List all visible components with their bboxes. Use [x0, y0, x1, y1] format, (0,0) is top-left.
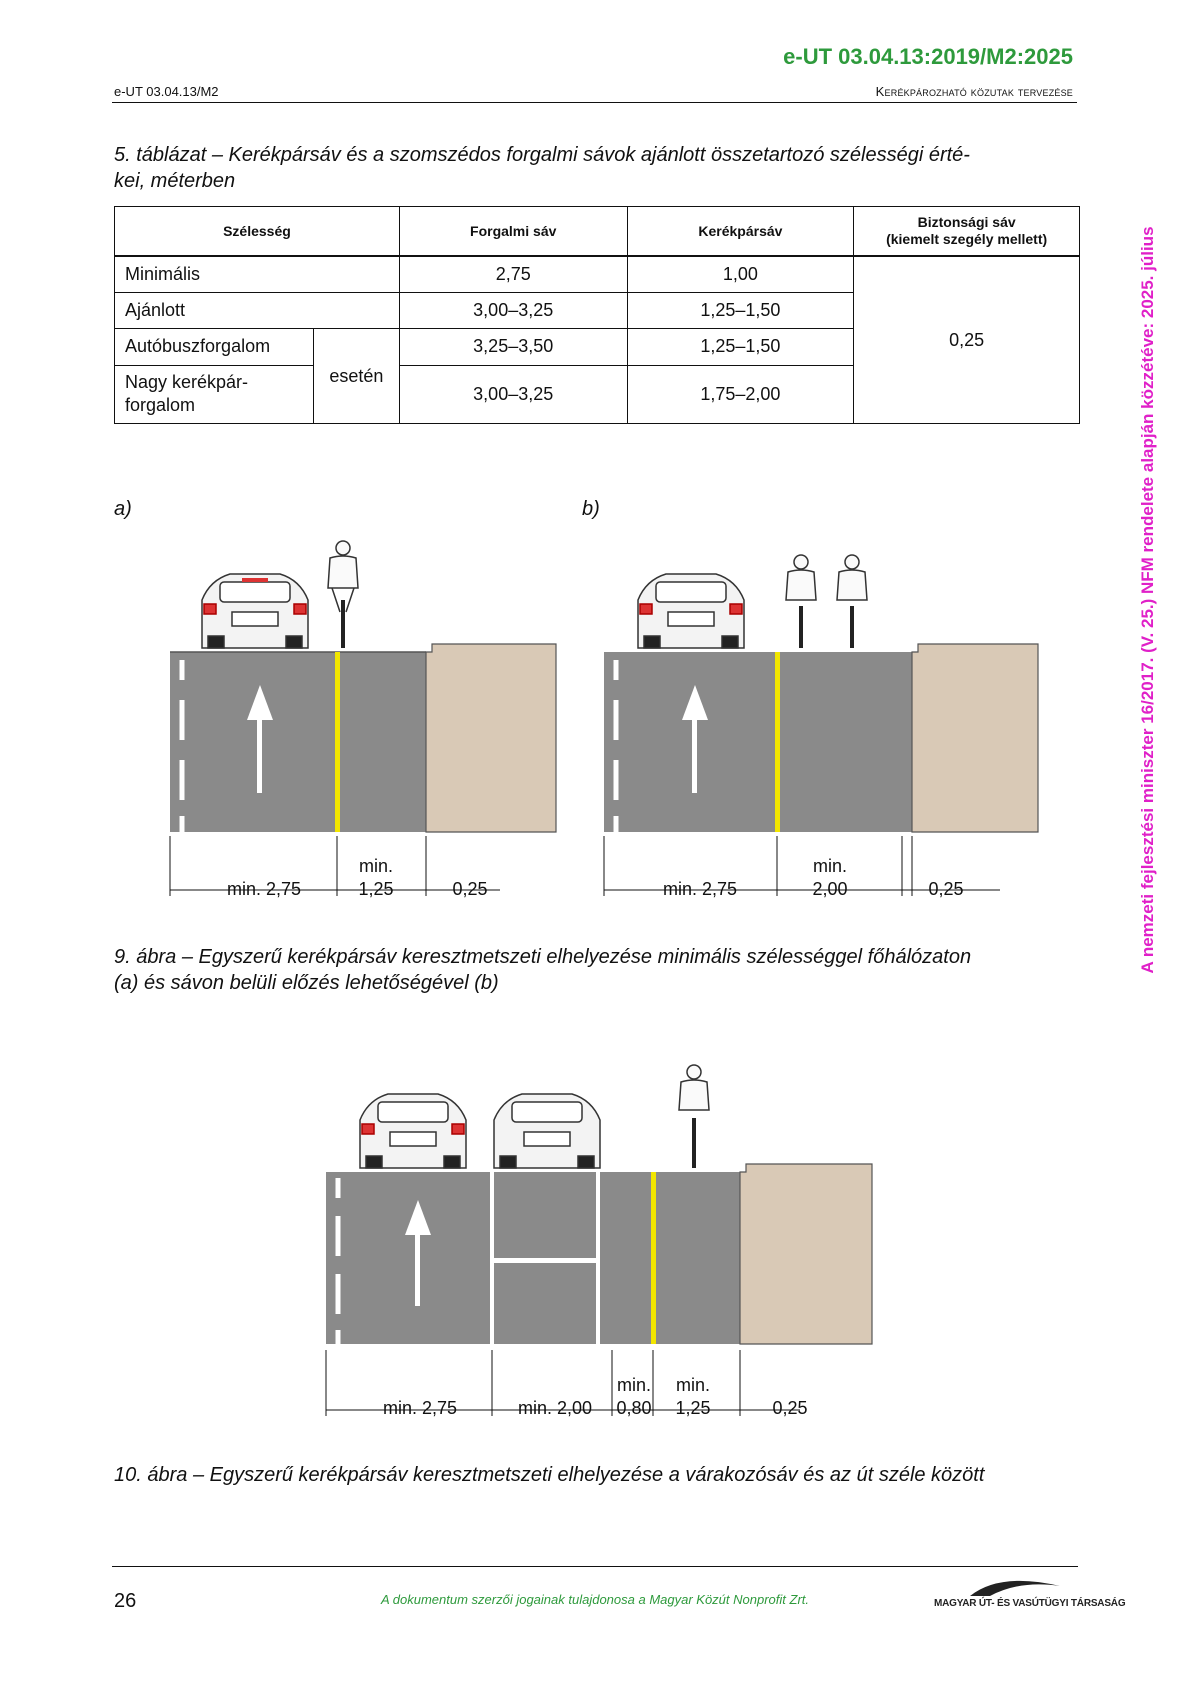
header-traffic-lane: Forgalmi sáv: [399, 207, 627, 257]
dim-10-bike-min: min.: [675, 1375, 710, 1395]
dim-b-lane: min. 2,75: [662, 879, 738, 899]
asphalt-surface: [170, 652, 426, 832]
cyclist-icon: [786, 555, 816, 648]
dim-a-lane: min. 2,75: [226, 879, 302, 899]
header-left: e-UT 03.04.13/M2: [114, 84, 219, 99]
copyright-notice: A dokumentum szerzői jogainak tulajdonosa a Magyar Közút Nonprofit Zrt.: [380, 1592, 809, 1607]
row-traffic: 3,25–3,50: [399, 329, 627, 365]
cyclist-icon: [679, 1065, 709, 1168]
company-logo-text: MAGYAR ÚT- ÉS VASÚTÜGYI TÁRSASÁG: [934, 1598, 1126, 1609]
bike-lane-line: [335, 652, 340, 832]
dim-10-buffer-min: min.: [616, 1375, 651, 1395]
row-label-line1: Nagy kerékpár-: [125, 372, 249, 393]
document-code: e-UT 03.04.13:2019/M2:2025: [783, 44, 1073, 69]
dim-a-safety: 0,25: [452, 879, 488, 899]
figure-b-label: b): [582, 498, 600, 520]
row-label: Minimális: [115, 256, 400, 292]
bike-lane-line: [775, 652, 780, 832]
figure9-caption-line1: 9. ábra – Egyszerű kerékpársáv keresztmetszeti elhelyezése minimális szélességgel főhálózaton: [114, 946, 972, 968]
header-safety-line2: (kiemelt szegély mellett): [886, 231, 1048, 248]
header-safety-line1: Biztonsági sáv: [917, 214, 1016, 231]
table-caption-line2: kei, méterben: [114, 170, 236, 192]
dim-a-bike-min: min.: [358, 856, 393, 876]
dim-b-bike-min: min.: [812, 856, 847, 876]
asphalt-surface: [604, 652, 912, 832]
dim-10-lane: min. 2,75: [382, 1398, 458, 1418]
row-traffic: 3,00–3,25: [399, 365, 627, 423]
row-label: Autóbuszforgalom: [115, 329, 314, 365]
cyclist-icon: [837, 555, 867, 648]
bike-lane-line: [651, 1172, 656, 1344]
car-icon: [202, 574, 308, 648]
figure9-caption: [114, 944, 1074, 996]
row-label: [115, 365, 314, 423]
figure-a-label: a): [114, 498, 132, 520]
dim-a-bike: 1,25: [358, 879, 394, 899]
row-traffic: 3,00–3,25: [399, 293, 627, 329]
dim-b-safety: 0,25: [928, 879, 964, 899]
table-caption-line1: 5. táblázat – Kerékpársáv és a szomszédos forgalmi sávok ajánlott összetartozó szélességi érté-: [114, 144, 970, 166]
side-note-text: A nemzeti fejlesztési miniszter 16/2017. (V. 25.) NFM rendelete alapján közzétéve: 2025. július: [1138, 226, 1157, 974]
row-bike: 1,25–1,50: [627, 293, 854, 329]
dim-10-safety: 0,25: [772, 1398, 808, 1418]
footer-rule: [112, 1566, 1078, 1567]
header-width: Szélesség: [115, 207, 400, 257]
header-right: Kerékpározható közutak tervezése: [875, 84, 1073, 99]
header-safety-lane: [854, 207, 1080, 257]
dim-10-buffer: 0,80: [616, 1398, 652, 1418]
parked-car-icon: [494, 1094, 600, 1168]
row-label: Ajánlott: [115, 293, 400, 329]
dim-b-bike: 2,00: [812, 879, 848, 899]
width-table: [114, 206, 1080, 424]
dim-10-parking: min. 2,00: [517, 1398, 593, 1418]
table-caption: [114, 142, 1074, 194]
safety-value: 0,25: [854, 256, 1080, 423]
page-number: 26: [114, 1590, 137, 1612]
cyclist-icon: [328, 541, 358, 648]
curb-sidewalk: [912, 644, 1038, 832]
car-icon: [360, 1094, 466, 1168]
dim-10-bike: 1,25: [675, 1398, 711, 1418]
company-logo-icon: [960, 1574, 1070, 1598]
curb-sidewalk: [426, 644, 556, 832]
header-bike-lane: Kerékpársáv: [627, 207, 854, 257]
curb-sidewalk: [740, 1164, 872, 1344]
table-header-row: [115, 207, 1080, 257]
case-label: esetén: [313, 329, 399, 424]
row-bike: 1,25–1,50: [627, 329, 854, 365]
table-row: [115, 256, 1080, 292]
header-rule: [112, 102, 1077, 103]
row-bike: 1,00: [627, 256, 854, 292]
figure-10-cross-section: [320, 1060, 880, 1430]
row-bike: 1,75–2,00: [627, 365, 854, 423]
car-icon: [638, 574, 744, 648]
figure9-caption-line2: (a) és sávon belüli előzés lehetőségével (b): [114, 972, 499, 994]
figure10-caption: 10. ábra – Egyszerű kerékpársáv keresztmetszeti elhelyezése a várakozósáv és az út széle között: [114, 1464, 985, 1486]
row-traffic: 2,75: [399, 256, 627, 292]
row-label-line2: forgalom: [125, 395, 196, 416]
